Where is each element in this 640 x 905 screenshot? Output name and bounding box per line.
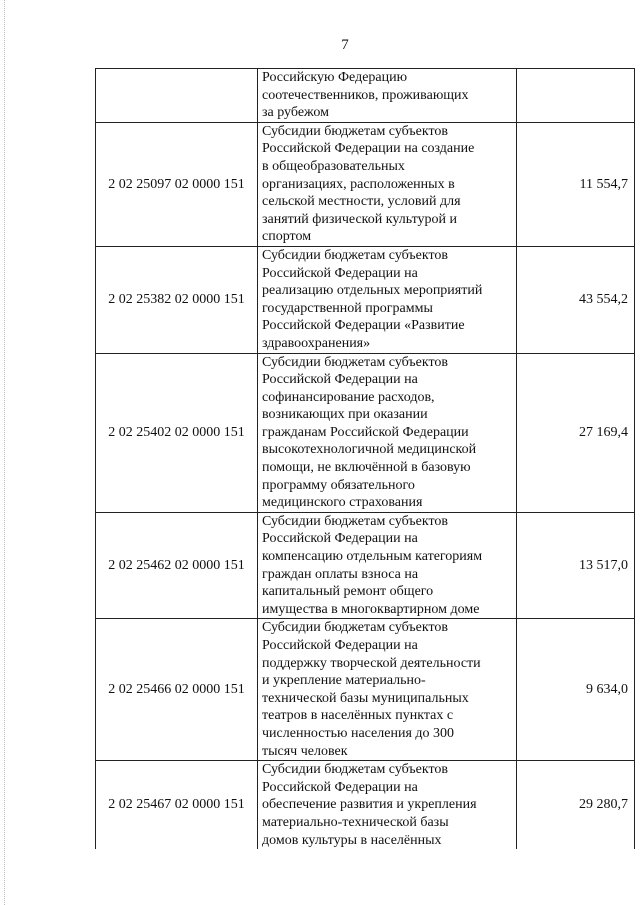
scan-edge-line <box>4 0 5 905</box>
description-line: Российскую Федерацию <box>262 70 408 85</box>
budget-code-cell: 2 02 25382 02 0000 151 <box>96 246 258 353</box>
description-line: Российской Федерации на <box>262 779 418 795</box>
description-line: Российской Федерации на <box>262 531 418 547</box>
description-line: спортом <box>262 229 312 245</box>
description-line: домов культуры в населённых <box>262 832 442 848</box>
description-cell <box>258 246 517 353</box>
description-line: государственной программы <box>262 300 433 316</box>
description-cell <box>258 761 517 849</box>
amount-cell: 43 554,2 <box>517 246 635 353</box>
table-row <box>96 122 635 246</box>
description-line: за рубежом <box>262 105 329 121</box>
table-row <box>96 246 635 353</box>
description-line: Субсидии бюджетам субъектов <box>262 620 449 636</box>
description-line: технической базы муниципальных <box>262 690 469 706</box>
description-line: медицинского страхования <box>262 495 423 511</box>
table-row <box>96 619 635 761</box>
description-line: сельской местности, условий для <box>262 194 461 210</box>
page-number: 7 <box>341 37 349 53</box>
description-line: капитальный ремонт общего <box>262 584 434 600</box>
description-line: соотечественников, проживающих <box>262 87 469 103</box>
description-line: Российской Федерации на создание <box>262 141 475 157</box>
description-cell <box>258 512 517 619</box>
description-line: театров в населённых пунктах с <box>262 708 454 724</box>
description-line: высокотехнологичной медицинской <box>262 442 477 458</box>
budget-code-cell <box>96 69 258 123</box>
table-body <box>96 69 635 850</box>
amount-cell <box>517 69 635 123</box>
budget-code-cell: 2 02 25097 02 0000 151 <box>96 122 258 246</box>
amount-cell: 11 554,7 <box>517 122 635 246</box>
description-line: граждан оплаты взноса на <box>262 566 419 582</box>
description-line: имущества в многоквартирном доме <box>262 601 480 617</box>
description-line: софинансирование расходов, <box>262 389 435 405</box>
description-line: компенсацию отдельным категориям <box>262 549 483 565</box>
description-line: реализацию отдельных мероприятий <box>262 283 483 299</box>
table-row <box>96 761 635 849</box>
description-line: численностью населения до 300 <box>262 725 455 741</box>
description-line: Субсидии бюджетам субъектов <box>262 247 449 263</box>
description-line: занятий физической культурой и <box>262 211 458 227</box>
description-cell <box>258 353 517 512</box>
description-line: Российской Федерации «Развитие <box>262 318 465 334</box>
budget-code-cell: 2 02 25466 02 0000 151 <box>96 619 258 761</box>
description-line: Российской Федерации на <box>262 638 418 653</box>
description-line: программу обязательного <box>262 477 415 493</box>
description-line: и укрепление материально- <box>262 673 426 689</box>
amount-cell: 9 634,0 <box>517 619 635 761</box>
description-line: возникающих при оказании <box>262 407 428 423</box>
description-line: тысяч человек <box>262 743 348 759</box>
description-cell <box>258 619 517 761</box>
description-line: Субсидии бюджетам субъектов <box>262 354 449 370</box>
budget-code-cell: 2 02 25462 02 0000 151 <box>96 512 258 619</box>
description-line: гражданам Российской Федерации <box>262 424 469 440</box>
amount-cell: 29 280,7 <box>517 761 635 849</box>
description-line: Субсидии бюджетам субъектов <box>262 123 449 139</box>
description-line: Субсидии бюджетам субъектов <box>262 762 449 778</box>
description-line: материально-технической базы <box>262 814 449 830</box>
amount-cell: 27 169,4 <box>517 353 635 512</box>
description-line: организациях, расположенных в <box>262 176 455 192</box>
description-line: Российской Федерации на <box>262 372 418 388</box>
description-line: помощи, не включённой в базовую <box>262 460 471 476</box>
amount-cell: 13 517,0 <box>517 512 635 619</box>
description-line: поддержку творческой деятельности <box>262 655 481 671</box>
description-line: обеспечение развития и укрепления <box>262 797 477 813</box>
description-line: Российской Федерации на <box>262 265 418 281</box>
budget-revenue-table <box>95 68 635 849</box>
description-line: в общеобразовательных <box>262 158 405 174</box>
description-cell <box>258 69 517 123</box>
budget-code-cell: 2 02 25467 02 0000 151 <box>96 761 258 849</box>
table-row <box>96 512 635 619</box>
description-line: здравоохранения» <box>262 335 371 351</box>
description-line: Субсидии бюджетам субъектов <box>262 513 449 529</box>
budget-code-cell: 2 02 25402 02 0000 151 <box>96 353 258 512</box>
description-cell <box>258 122 517 246</box>
table-row <box>96 69 635 123</box>
table-row <box>96 353 635 512</box>
